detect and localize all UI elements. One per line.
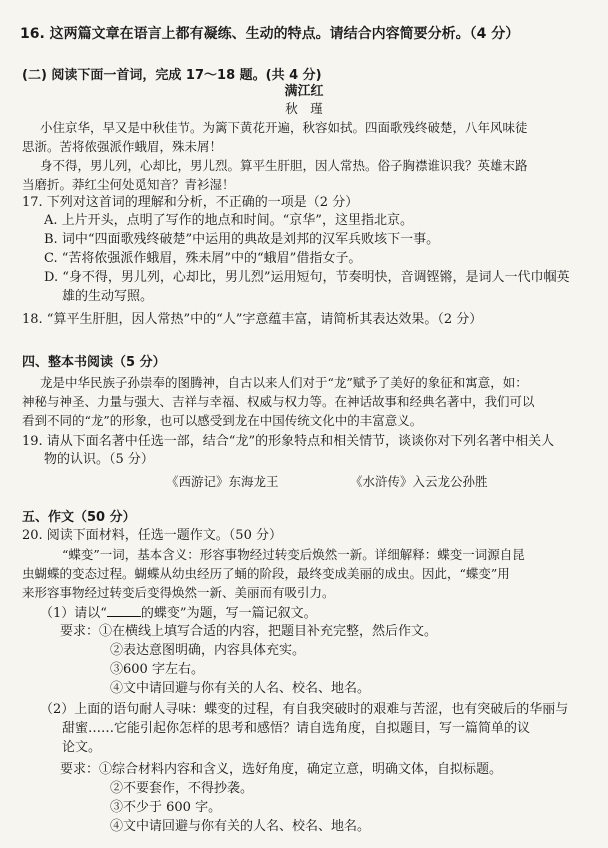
- book-option-2: 《水浒传》入云龙公孙胜: [350, 474, 488, 489]
- material-line: “蝶变”一词，基本含义：形容事物经过转变后焕然一新。详细解释：蝶变一词源自昆: [62, 547, 525, 562]
- title-blank: [107, 604, 141, 617]
- option-1-requirement: ③600 字左右。: [110, 662, 204, 677]
- question-20: 20. 阅读下面材料，任选一题作文。（50 分）: [22, 528, 282, 543]
- question-17-stem: 17. 下列对这首词的理解和分析，不正确的一项是（2 分）: [22, 195, 359, 210]
- poem-line: 思浙。苦将侬强派作蛾眉，殊未屑！: [22, 139, 223, 154]
- book-option-1: 《西游记》东海龙王: [166, 474, 279, 489]
- q17-option-d: D. “身不得，男儿列，心却比，男儿烈”运用短句，节奏明快，音调铿锵，是词人一代巾帼英: [44, 270, 570, 285]
- poem-title: 满江红: [284, 84, 324, 99]
- essay-option-1-prefix: （1）请以“: [40, 606, 107, 621]
- poem-line: 当磨折。莽红尘何处觅知音？青衫湿！: [22, 177, 235, 192]
- q17-option-d-cont: 雄的生动写照。: [62, 289, 154, 304]
- option-1-requirement: 要求：①在横线上填写合适的内容，把题目补充完整，然后作文。: [60, 624, 438, 639]
- essay-option-2: （2）上面的语句耐人寻味：蝶变的过程，有自我突破时的艰难与苦涩，也有突破后的华丽与: [40, 702, 569, 717]
- option-1-requirement: ②表达意图明确，内容具体充实。: [110, 643, 306, 658]
- question-18: 18. “算平生肝胆，因人常热”中的“人”字意蕴丰富，请简析其表达效果。（2 分）: [22, 312, 483, 327]
- option-2-requirement: ④文中请回避与你有关的人名、校名、地名。: [110, 819, 371, 834]
- q17-option-a: A. 上片开头，点明了写作的地点和时间。“京华”，这里指北京。: [44, 213, 413, 228]
- material-line: 来形容事物经过转变后变得焕然一新、美丽而有吸引力。: [22, 585, 335, 600]
- option-2-requirement: 要求：①综合材料内容和含义，选好角度，确定立意，明确文体，自拟标题。: [60, 762, 503, 777]
- q17-option-c: C. “苦将侬强派作蛾眉，殊未屑”中的“蛾眉”借指女子。: [44, 251, 362, 266]
- section-4-header: 四、整本书阅读（5 分）: [22, 355, 166, 370]
- question-19: 19. 请从下面名著中任选一部，结合“龙”的形象特点和相关情节，谈谈你对下列名著中相关人: [22, 434, 555, 449]
- option-2-requirement: ②不要套作，不得抄袭。: [110, 781, 254, 796]
- question-19-cont: 物的认识。（5 分）: [44, 452, 154, 467]
- sec4-paragraph-line: 龙是中华民族子孙崇奉的图腾神，自古以来人们对于“龙”赋予了美好的象征和寓意，如：: [40, 375, 528, 390]
- section-2-header: (二) 阅读下面一首词，完成 17～18 题。(共 4 分): [22, 68, 322, 83]
- essay-option-2-cont: 论文。: [62, 740, 102, 755]
- option-1-requirement: ④文中请回避与你有关的人名、校名、地名。: [110, 681, 371, 696]
- section-5-header: 五、作文（50 分）: [22, 510, 136, 525]
- poem-line: 身不得，男儿列，心却比，男儿烈。算平生肝胆，因人常热。俗子胸襟谁识我？英雄末路: [40, 158, 528, 173]
- question-16: 16. 这两篇文章在语言上都有凝练、生动的特点。请结合内容简要分析。（4 分）: [20, 26, 520, 42]
- material-line: 虫蝴蝶的变态过程。蝴蝶从幼虫经历了蛹的阶段，最终变成美丽的成虫。因此，“蝶变”用: [22, 566, 510, 581]
- essay-option-2-cont: 甜蜜……它能引起你怎样的思考和感悟？请自选角度，自拟题目，写一篇简单的议: [62, 721, 531, 736]
- sec4-paragraph-line: 看到不同的“龙”的形象，也可以感受到龙在中国传统文化中的丰富意义。: [22, 413, 423, 428]
- essay-option-1: [40, 604, 317, 622]
- essay-option-1-suffix: 的蝶变”为题，写一篇记叙文。: [140, 606, 317, 621]
- option-2-requirement: ③不少于 600 字。: [110, 800, 222, 815]
- poem-author: 秋 瑾: [285, 101, 323, 116]
- poem-line: 小住京华，早又是中秋佳节。为篱下黄花开遍，秋容如拭。四面歌残终破楚，八年风味徒: [40, 120, 528, 135]
- q17-option-b: B. 词中“四面歌残终破楚”中运用的典故是刘邦的汉军兵败垓下一事。: [44, 232, 440, 247]
- sec4-paragraph-line: 神秘与神圣、力量与强大、吉祥与幸福、权威与权力等。在神话故事和经典名著中，我们可以: [22, 394, 535, 409]
